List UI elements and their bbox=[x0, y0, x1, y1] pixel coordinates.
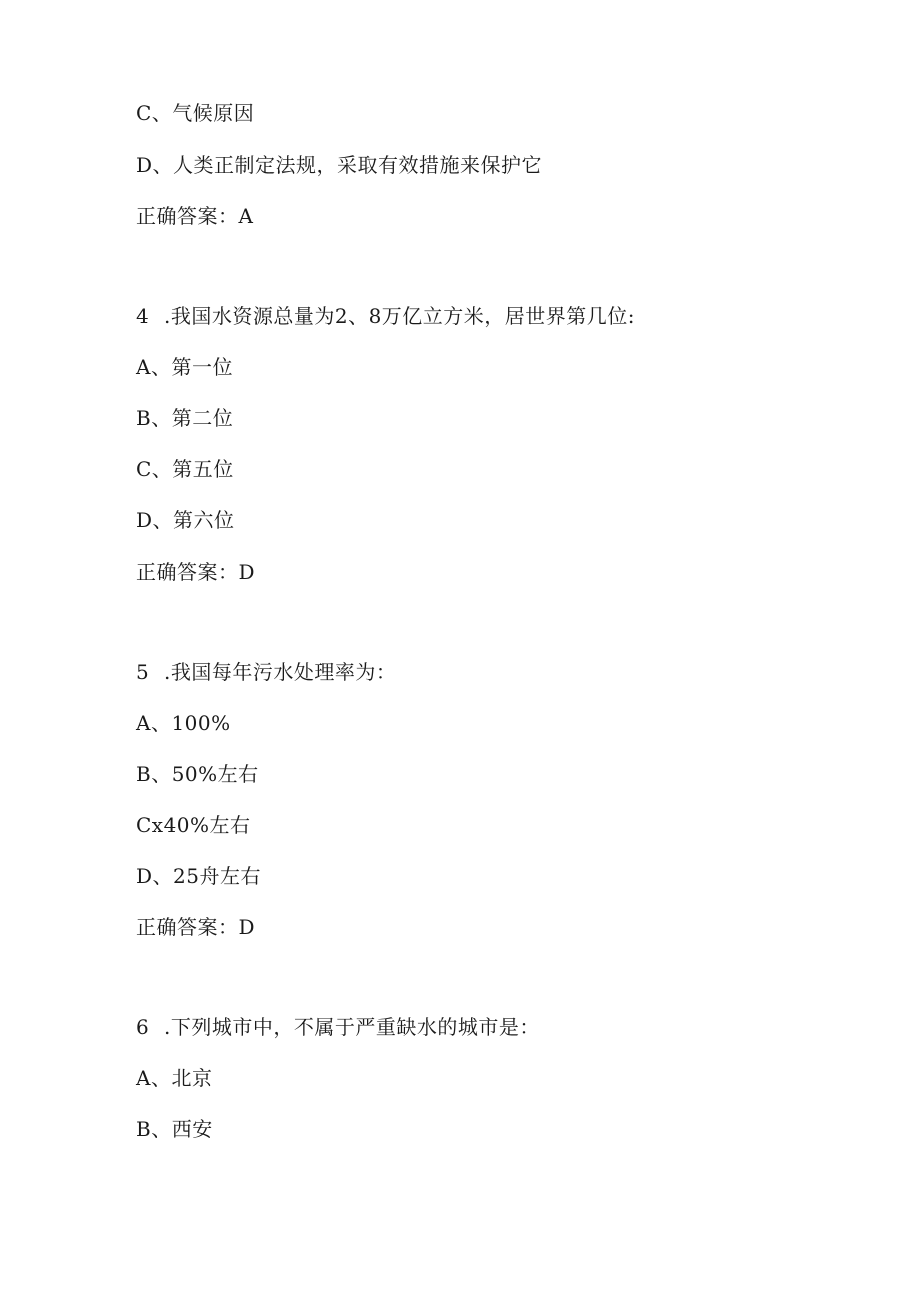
option-b: B、第二位 bbox=[136, 406, 234, 430]
option-c: C、第五位 bbox=[136, 457, 234, 481]
option-d: D、人类正制定法规，采取有效措施来保护它 bbox=[136, 153, 543, 177]
correct-answer: 正确答案：A bbox=[136, 204, 254, 228]
option-b: B、50%左右 bbox=[136, 762, 259, 786]
question-number: 6 bbox=[136, 1015, 150, 1039]
correct-answer: 正确答案：D bbox=[136, 915, 256, 939]
question-5 bbox=[136, 659, 396, 685]
option-a: A、第一位 bbox=[136, 355, 233, 379]
question-text: .下列城市中，不属于严重缺水的城市是： bbox=[164, 1015, 540, 1039]
question-4 bbox=[136, 303, 635, 329]
option-c: C、气候原因 bbox=[136, 101, 255, 125]
correct-answer: 正确答案：D bbox=[136, 560, 256, 584]
question-6 bbox=[136, 1014, 540, 1040]
option-d: D、第六位 bbox=[136, 508, 235, 532]
question-text: .我国每年污水处理率为： bbox=[164, 660, 397, 684]
option-a: A、北京 bbox=[136, 1066, 213, 1090]
option-d: D、25舟左右 bbox=[136, 864, 261, 888]
question-number: 4 bbox=[136, 304, 150, 328]
question-number: 5 bbox=[136, 660, 150, 684]
option-a: A、100% bbox=[136, 711, 231, 735]
question-text: .我国水资源总量为2、8万亿立方米，居世界第几位: bbox=[164, 304, 636, 328]
option-b: B、西安 bbox=[136, 1117, 213, 1141]
option-c: Cx40%左右 bbox=[136, 813, 251, 837]
